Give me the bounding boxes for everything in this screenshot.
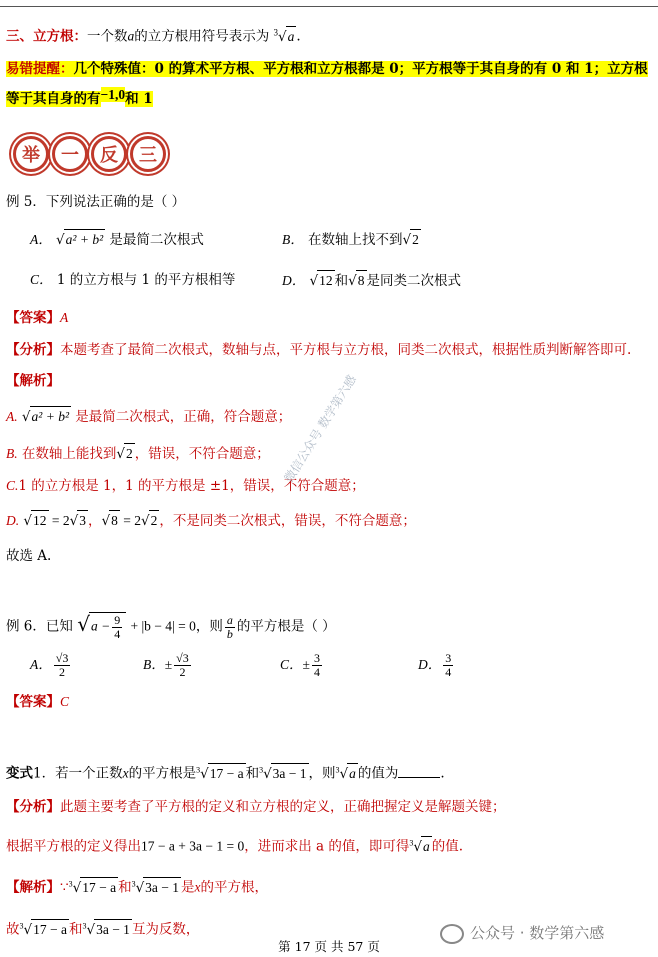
badge-fan: 反 — [91, 136, 127, 172]
badge-ju: 举 — [13, 136, 49, 172]
example5-option-c: C． 1 的立方根与 1 的平方根相等 — [30, 272, 236, 288]
warning-values: −1,0 — [100, 87, 126, 102]
example6-option-b: B．± $\frac{√3}{2}$ — [143, 651, 189, 679]
example5-analysis: 【分析】本题考查了最简二次根式，数轴与点，平方根与立方根，同类二次根式，根据性质判断解答即可. — [6, 342, 632, 358]
var-a: a — [127, 28, 135, 44]
example5-option-a: A． √a² + b² 是最简二次根式 — [30, 229, 204, 250]
example5-answer: 【答案】A — [6, 310, 69, 326]
page-footer: 第 17 页 共 57 页 — [278, 939, 380, 954]
section3-line — [6, 22, 301, 47]
section3-text: 一个数 — [87, 28, 128, 45]
example5-solution-c: C.1 的立方根是 1，1 的平方根是 ±1，错误，不符合题意； — [6, 478, 365, 494]
warning-line2: 等于其自身的有 — [6, 91, 101, 107]
answer-blank — [398, 763, 440, 778]
example5-solution-a: A. √a² + b² 是最简二次根式，正确，符合题意； — [6, 406, 291, 427]
warning-line2-end: 和 1 — [125, 91, 153, 107]
example6-option-c: C．± $\frac{3}{4}$ — [280, 651, 320, 679]
example6-answer: 【答案】C — [6, 694, 70, 710]
variant1-therefore: 故$^3$√17 − a 和$^3$√3a − 1 互为反数， — [6, 916, 199, 940]
variant1-question: 变式1．若一个正数x的平方根是$^3$√17 − a 和$^3$√3a − 1 ，则$^3$√a 的值为 . — [6, 760, 445, 784]
warning-block — [0, 55, 650, 112]
warning-line1: 几个特殊值：0 的算术平方根、平方根和立方根都是 0；平方根等于其自身的有 0 和 1；立方根 — [73, 61, 648, 77]
badge-san: 三 — [130, 136, 166, 172]
badge-group — [7, 132, 167, 180]
example5-conclusion: 故选 A. — [6, 548, 52, 564]
variant1-analysis: 【分析】此题主要考查了平方根的定义和立方根的定义，正确把握定义是解题关键； — [6, 799, 506, 815]
example6-question: 例 6．已知 √a − $\frac{9}{4}$ + |b − 4| = 0，则 $\frac{a}{b}$ 的平方根是（ ） — [6, 611, 336, 641]
warning-label: 易错提醒： — [6, 61, 74, 77]
variant1-solution: 【解析】∵$^3$√17 − a 和$^3$√3a − 1 是x的平方根， — [6, 874, 268, 898]
top-rule — [0, 6, 658, 7]
example5-solution-label: 【解析】 — [6, 373, 60, 389]
section3-heading: 三、立方根： — [6, 28, 87, 45]
example5-solution-d: D. √12 = 2√3 ，√8 = 2√2 ，不是同类二次根式，错误，不符合题意； — [6, 510, 416, 531]
period: . — [296, 28, 301, 45]
watermark: 微信公众号 数学第六感 — [281, 372, 360, 485]
example5-solution-b: B. 在数轴上能找到√2 ，错误，不符合题意； — [6, 443, 270, 464]
example5-option-d: D． √12 和√8 是同类二次根式 — [282, 270, 461, 291]
badge-yi: 一 — [52, 136, 88, 172]
cube-root-symbol: $^3$√a — [273, 27, 295, 45]
example5-question: 例 5．下列说法正确的是（ ） — [6, 194, 186, 210]
variant1-analysis2: 根据平方根的定义得出17 − a + 3a − 1 = 0，进而求出 a 的值，即可得$^3$√a 的值. — [6, 833, 463, 857]
section3-text2: 的立方根用符号表示为 — [134, 28, 270, 45]
example6-option-a: A． $\frac{√3}{2}$ — [30, 651, 69, 679]
wechat-mark: 公众号 · 数学第六感 — [440, 922, 604, 944]
example5-option-b: B． 在数轴上找不到√2 — [282, 229, 421, 250]
example6-option-d: D． $\frac{3}{4}$ — [418, 651, 452, 679]
